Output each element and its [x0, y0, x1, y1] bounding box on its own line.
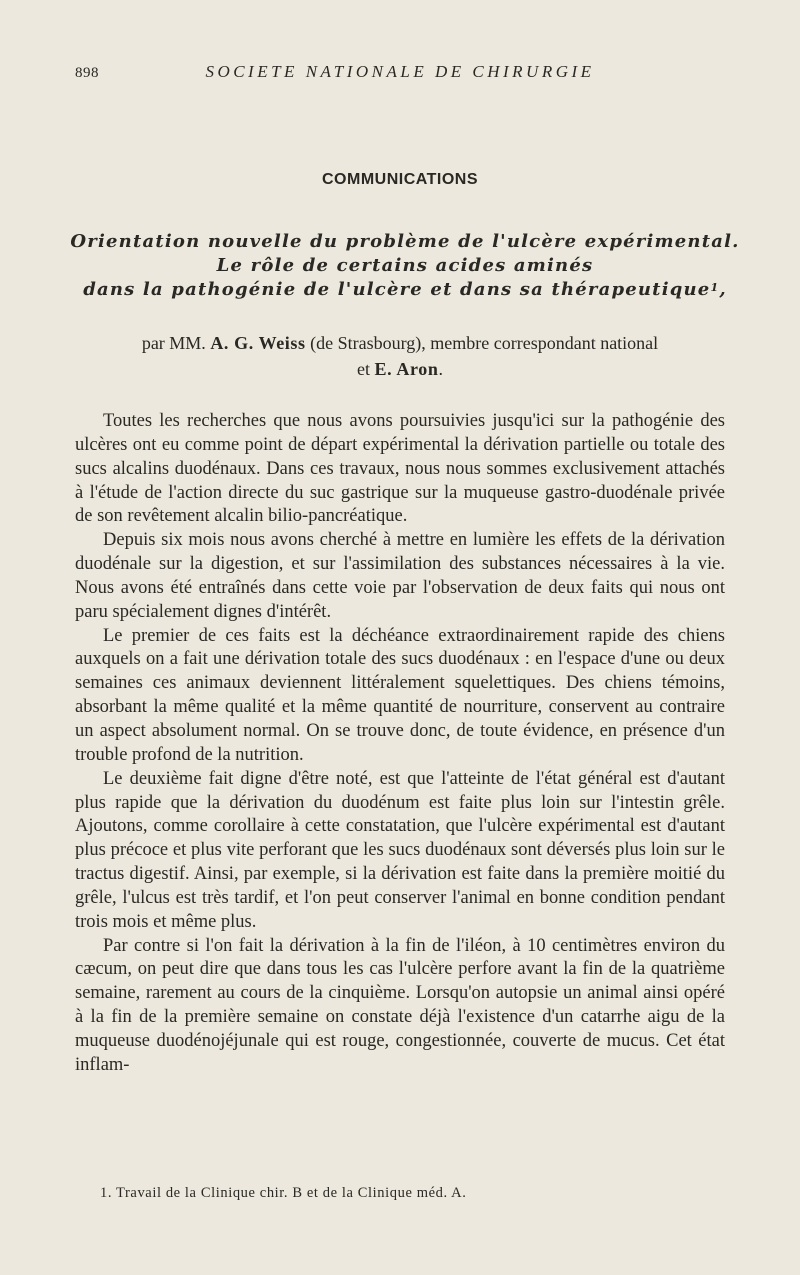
authors-prefix: par MM.	[141, 333, 206, 353]
page-header	[75, 62, 725, 88]
running-head: SOCIETE NATIONALE DE CHIRURGIE	[205, 62, 595, 81]
page-number: 898	[75, 65, 99, 81]
title-line-2: Le rôle de certains acides aminés	[216, 255, 594, 276]
footnote-marker: 1	[710, 281, 720, 294]
title-suffix: ,	[719, 279, 727, 300]
footnote: 1. Travail de la Clinique chir. B et de la Clinique méd. A.	[100, 1185, 467, 1201]
title-line-3: dans la pathogénie de l'ulcère et dans sa thérapeutique	[83, 279, 711, 300]
section-title: COMMUNICATIONS	[321, 171, 479, 188]
authors-conjunction: et	[357, 359, 371, 379]
title-line-1: Orientation nouvelle du problème de l'ulcère expérimental.	[70, 231, 740, 252]
article-body	[75, 410, 725, 1078]
author-2: E. Aron	[374, 359, 439, 379]
paragraph-2: Depuis six mois nous avons cherché à mettre en lumière les effets de la dérivation duodénale sur la digestion, et sur l'assimilation des substances nécessaires à la vie. Nous avons été entraînés dans cette voie par l'observation de deux faits qui nous ont paru spécialement dignes d'intérêt.	[75, 530, 725, 622]
title-line-3-wrap	[60, 278, 750, 302]
paragraph-4: Le deuxième fait digne d'être noté, est que l'atteinte de l'état général est d'autant plus rapide que la dérivation du duodénum est faite plus loin sur l'intestin grêle. Ajoutons, comme corollaire à cette constatation, que l'ulcère expérimental est d'autant plus précoce et plus vite perforant que les sucs duodénaux sont déversés plus loin sur le tractus digestif. Ainsi, par exemple, si la dérivation est faite dans la première moitié du grêle, l'ulcus est très tardif, et l'on peut conserver l'animal en bonne condition pendant trois mois et même plus.	[75, 768, 725, 932]
author-1: A. G. Weiss	[210, 333, 306, 353]
authors-end: .	[438, 359, 443, 379]
paragraph-3: Le premier de ces faits est la déchéance extraordinairement rapide des chiens auxquels on a fait une dérivation totale des sucs duodénaux : en l'espace d'une ou deux semaines ces animaux deviennent littéralement squelettiques. Des chiens témoins, absorbant la même qualité et la même quantité de nourriture, conservent au contraire un aspect absolument normal. On se trouve donc, de toute évidence, en présence d'un trouble profond de la nutrition.	[75, 625, 725, 765]
author-affiliation: (de Strasbourg), membre correspondant national	[310, 333, 659, 353]
authors-line	[75, 330, 725, 382]
paragraph-1: Toutes les recherches que nous avons poursuivies jusqu'ici sur la pathogénie des ulcères ont eu comme point de départ expérimental la dérivation partielle ou totale des sucs alcalins duodénaux. Dans ces travaux, nous nous sommes exclusivement attachés à l'étude de l'action directe du suc gastrique sur la muqueuse gastro-duodénale privée de son revêtement alcalin bilio-pancréatique.	[75, 411, 725, 527]
article-title	[60, 230, 750, 302]
paragraph-5: Par contre si l'on fait la dérivation à la fin de l'iléon, à 10 centimètres environ du cæcum, on peut dire que dans tous les cas l'ulcère perfore avant la fin de la quatrième semaine, rarement au cours de la cinquième. Lorsqu'on autopsie un animal ainsi opéré à la fin de la première semaine on constate déjà l'existence d'un catarrhe aigu de la muqueuse duodénojéjunale qui est rouge, congestionnée, couverte de mucus. Cet état inflam-	[75, 935, 725, 1075]
